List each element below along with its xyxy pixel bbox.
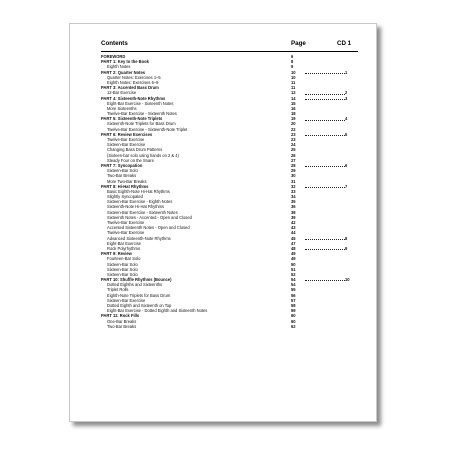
- toc-page-number: 55: [291, 287, 296, 293]
- toc-entry-label: FOREWORD: [101, 54, 126, 59]
- toc-page-number: 50: [291, 261, 296, 267]
- toc-entry-label: PART 3: Accented Bass Drum: [101, 85, 159, 91]
- toc-page-number: 39: [291, 214, 296, 220]
- toc-entry-label: Eighth-Note Triplets for Bass Drum: [107, 292, 171, 298]
- toc-cd-track: 10: [345, 277, 350, 283]
- toc-page-number: 60: [291, 313, 296, 319]
- toc-entry-label: Twelve-Bar Exercise: [107, 220, 145, 225]
- toc-cd-track: 1: [345, 69, 348, 75]
- toc-entry-label: PART 10: Shuffle Rhythms (Bounce): [101, 277, 172, 283]
- toc-page-number: 48: [291, 245, 296, 251]
- toc-entry-label: 12-Bar Exercise: [107, 90, 137, 96]
- toc-entry-label: PART 7: Syncopation: [101, 162, 143, 168]
- contents-title: Contents: [101, 40, 128, 47]
- toc-page-number: 12: [291, 90, 296, 96]
- toc-page-number: 38: [291, 209, 296, 215]
- toc-entry-label: Sixteen-Bar Exercise: [107, 297, 146, 303]
- toc-page-number: 26: [291, 152, 296, 158]
- toc-page-number: 23: [291, 131, 296, 137]
- toc-page-number: 23: [291, 137, 296, 142]
- toc-page-number: 28: [291, 162, 296, 168]
- toc-cd-track: 8: [345, 235, 348, 241]
- toc-entry-label: Sixteenth-Note Hi-Hat Rhythms: [107, 204, 165, 210]
- toc-cd-track: 5: [345, 131, 348, 137]
- toc-page-number: 45: [291, 235, 296, 241]
- toc-entry-label: PART 1: Key to the Book: [101, 59, 149, 65]
- toc-page-number: 49: [291, 256, 296, 262]
- toc-cd-track: 3: [345, 95, 348, 101]
- toc-page-number: 62: [291, 323, 296, 329]
- toc-page-number: 11: [291, 85, 296, 91]
- toc-entry-label: Changing Bass Drum Patterns: [107, 147, 163, 153]
- toc-entry-label: Two-Bar Breaks: [107, 323, 137, 329]
- toc-entry-label: Sixteenth-Note Triplets for Bass Drum: [107, 121, 176, 127]
- toc-entry-row: [101, 324, 358, 329]
- toc-entry-label: Eight-Bar Exercise - Dotted Eighth and Sixteenth Notes: [107, 308, 208, 314]
- toc-entry-label: Advanced Sixteenth-Note Rhythms: [107, 235, 171, 241]
- toc-page-number: 34: [291, 194, 296, 200]
- toc-page-number: 22: [291, 126, 296, 132]
- toc-cd-track: 6: [345, 162, 348, 168]
- toc-page-number: 20: [291, 121, 296, 127]
- toc-page-number: 25: [291, 147, 296, 153]
- toc-cd-track: 2: [345, 90, 348, 96]
- toc-entry-label: PART 2: Quarter Notes: [101, 69, 146, 75]
- toc-page-number: 14: [291, 95, 296, 101]
- toc-page-number: 42: [291, 220, 296, 225]
- toc-page-number: 44: [291, 230, 296, 236]
- toc-entry-label: Sixteen-Bar Solo: [107, 261, 138, 267]
- toc-entry-label: Slightly Syncopated: [107, 194, 143, 200]
- toc-page-number: 10: [291, 74, 296, 80]
- toc-page-number: 8: [291, 59, 294, 65]
- cd-column-heading: CD 1: [337, 40, 352, 47]
- toc-entry-label: Sixteen-Bar Solo: [107, 266, 138, 272]
- toc-entry-label: Twelve-Bar Exercise - Sixteenth Notes: [107, 111, 177, 117]
- toc-page-number: 30: [291, 173, 296, 179]
- toc-entry-label: PART 9: Review: [101, 251, 132, 257]
- toc-page-number: 49: [291, 251, 296, 257]
- toc-entry-label: Eight-Bar Exercise - Sixteenth Notes: [107, 100, 174, 106]
- toc-entry-label: Sixteen-Bar Solo: [107, 168, 138, 174]
- toc-page-number: 52: [291, 271, 296, 277]
- toc-entry-label: Accented Sixteenth Notes - Open and Closed: [107, 225, 190, 231]
- toc-page-number: 32: [291, 183, 296, 189]
- toc-page-number: 9: [291, 64, 294, 70]
- toc-entry-label: Eight-Bar Exercise: [107, 240, 141, 246]
- toc-entry-label: Twelve-Bar Exercise - Sixteenth-Note Triplet: [107, 126, 188, 132]
- toc-entry-label: Dotted Eighth and Sixteenth on Top: [107, 303, 172, 308]
- book-page: [69, 23, 377, 422]
- toc-page-number: 60: [291, 318, 296, 324]
- toc-page-number: 15: [291, 100, 296, 106]
- header-rule: [101, 51, 358, 52]
- toc-entry-label: Twelve-Bar Exercise: [107, 137, 145, 142]
- toc-entry-label: Fourteen-Bar Solo: [107, 256, 141, 262]
- toc-page-number: 24: [291, 142, 296, 148]
- toc-entry-label: PART 5: Sixteenth-Note Triplets: [101, 116, 163, 122]
- toc-page-number: 36: [291, 204, 296, 210]
- toc-entry-label: More Sixteenths: [107, 105, 137, 111]
- toc-entry-label: PART 8: Hi-Hat Rhythms: [101, 183, 149, 189]
- toc-page-number: 35: [291, 199, 296, 205]
- toc-entry-label: Two-Bar Breaks: [107, 173, 137, 179]
- toc-entry-label: PART 6: Review Exercises: [101, 131, 153, 137]
- toc-cd-track: 7: [345, 183, 348, 189]
- toc-entry-label: Triplet Rolls: [107, 287, 129, 293]
- toc-entry-label: PART 11: Rock Fills: [101, 313, 140, 319]
- toc-entry-label: Dotted Eighths and Sixteenths: [107, 282, 163, 288]
- toc-page-number: 10: [291, 69, 296, 75]
- page-column-heading: Page: [291, 40, 306, 47]
- toc-page-number: 19: [291, 116, 296, 122]
- toc-entry-label: Basic Eighth-Note Hi-Hat Rhythms: [107, 188, 170, 194]
- toc-page-number: 54: [291, 282, 296, 288]
- toc-page-number: 43: [291, 225, 296, 231]
- toc-entry-label: Sixteen-Bar Exercise - Eighth Notes: [107, 199, 173, 205]
- toc-page-number: 54: [291, 277, 296, 283]
- toc-page-number: 59: [291, 308, 296, 314]
- toc-page-number: 33: [291, 188, 296, 194]
- toc-entry-label: Quarter Notes: Exercises 1–5: [107, 74, 161, 80]
- toc-entry-label: Twelve-Bar Exercise: [107, 230, 145, 236]
- toc-entry-label: Eighth Notes: [107, 64, 131, 70]
- toc-page-number: 47: [291, 240, 296, 246]
- toc-entry-label: Steady Four on the Snare: [107, 157, 154, 163]
- table-of-contents: [101, 54, 358, 329]
- toc-entry-label: Rock Polyrhythms: [107, 245, 140, 251]
- toc-page-number: 58: [291, 303, 296, 308]
- toc-page-number: 16: [291, 105, 296, 111]
- toc-entry-label: Eighth Notes: Exercises 6–9: [107, 79, 159, 85]
- toc-page-number: 11: [291, 79, 296, 85]
- toc-cd-track: 9: [345, 245, 348, 251]
- toc-entry-label: One-Bar Breaks: [107, 318, 137, 324]
- toc-page-number: 27: [291, 157, 296, 163]
- toc-page-number: 29: [291, 168, 296, 174]
- toc-page-number: 18: [291, 111, 296, 117]
- toc-page-number: 31: [291, 178, 296, 184]
- toc-entry-label: PART 4: Sixteenth-Note Rhythms: [101, 95, 166, 101]
- toc-page-number: 56: [291, 292, 296, 298]
- toc-page-number: 51: [291, 266, 296, 272]
- toc-entry-label: Sixteenth Notes - Accented - Open and Closed: [107, 214, 192, 220]
- toc-page-number: 6: [291, 54, 294, 59]
- toc-entry-label: Sixteen-Bar Solo: [107, 271, 138, 277]
- toc-entry-label: (Sixteen-bar solo using hands on 2 & 4): [107, 152, 179, 158]
- toc-cd-track: 4: [345, 116, 348, 122]
- toc-entry-label: Sixteen-Bar Exercise: [107, 142, 146, 148]
- toc-page-number: 57: [291, 297, 296, 303]
- toc-entry-label: More Two-Bar Breaks: [107, 178, 147, 184]
- toc-entry-label: Sixteen-Bar Exercise - Sixteenth Notes: [107, 209, 178, 215]
